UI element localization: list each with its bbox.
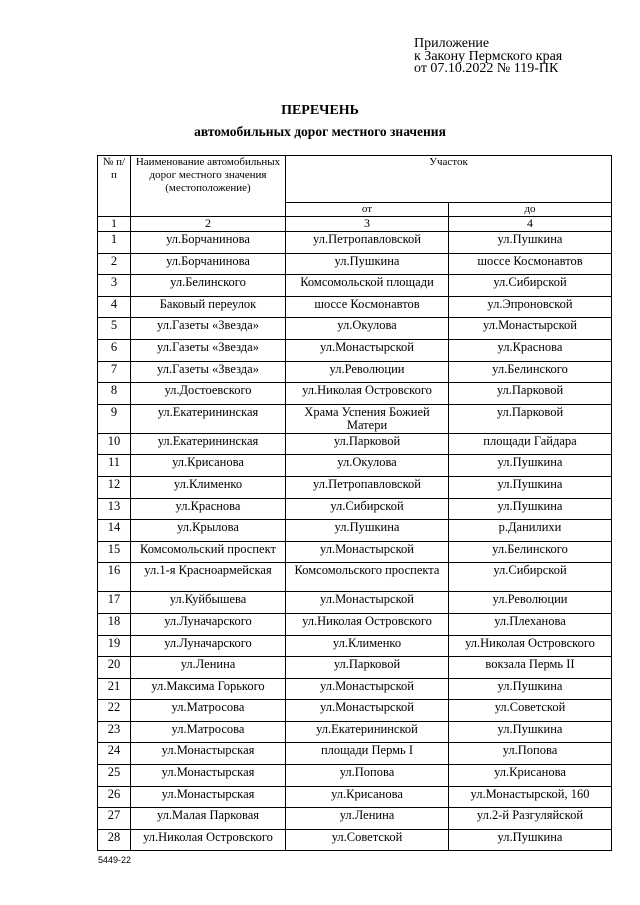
road-name: Баковый переулок xyxy=(131,296,286,318)
section-to: ул.Парковой xyxy=(449,383,612,405)
row-number: 15 xyxy=(98,541,131,563)
section-from: ул.Сибирской xyxy=(286,498,449,520)
header-num: № п/п xyxy=(98,156,131,217)
row-number: 1 xyxy=(98,232,131,254)
row-number: 24 xyxy=(98,743,131,765)
section-from: ул.Крисанова xyxy=(286,786,449,808)
section-to: ул.Монастырской, 160 xyxy=(449,786,612,808)
road-name: ул.Максима Горького xyxy=(131,678,286,700)
row-number: 16 xyxy=(98,563,131,592)
table-row xyxy=(98,657,612,679)
table-row xyxy=(98,563,612,592)
row-number: 12 xyxy=(98,476,131,498)
road-name: ул.Луначарского xyxy=(131,635,286,657)
section-to: ул.Пушкина xyxy=(449,721,612,743)
road-name: ул.Монастырская xyxy=(131,786,286,808)
section-to: ул.Сибирской xyxy=(449,563,612,592)
column-number-row xyxy=(98,217,612,232)
section-from: Храма Успения Божией Матери xyxy=(286,404,449,433)
row-number: 22 xyxy=(98,700,131,722)
road-name: ул.Монастырская xyxy=(131,765,286,787)
row-number: 17 xyxy=(98,592,131,614)
road-name: ул.Малая Парковая xyxy=(131,808,286,830)
section-from: ул.Екатерининской xyxy=(286,721,449,743)
road-name: ул.Матросова xyxy=(131,700,286,722)
table-row xyxy=(98,520,612,542)
table-row xyxy=(98,232,612,254)
table-body xyxy=(98,217,612,851)
appendix-line: Приложение xyxy=(414,36,490,51)
section-to: ул.Пушкина xyxy=(449,232,612,254)
road-name: ул.Екатерининская xyxy=(131,404,286,433)
table-row xyxy=(98,476,612,498)
section-to: площади Гайдара xyxy=(449,433,612,455)
table-row xyxy=(98,253,612,275)
table-row xyxy=(98,339,612,361)
section-to: ул.Монастырской xyxy=(449,318,612,340)
table-row xyxy=(98,404,612,433)
row-number: 5 xyxy=(98,318,131,340)
section-to: ул.Николая Островского xyxy=(449,635,612,657)
section-to: ул.Пушкина xyxy=(449,476,612,498)
section-from: ул.Клименко xyxy=(286,635,449,657)
section-from: ул.Николая Островского xyxy=(286,613,449,635)
section-from: ул.Революции xyxy=(286,361,449,383)
table-row xyxy=(98,455,612,477)
section-to: ул.Плеханова xyxy=(449,613,612,635)
table-row xyxy=(98,541,612,563)
section-to: ул.Попова xyxy=(449,743,612,765)
row-number: 27 xyxy=(98,808,131,830)
table-row xyxy=(98,433,612,455)
appendix-note xyxy=(414,38,562,76)
section-from: ул.Парковой xyxy=(286,657,449,679)
section-to: ул.Краснова xyxy=(449,339,612,361)
section-to: ул.Белинского xyxy=(449,541,612,563)
table-row xyxy=(98,498,612,520)
section-to: ул.Сибирской xyxy=(449,275,612,297)
header-from: от xyxy=(286,203,449,217)
section-to: ул.Белинского xyxy=(449,361,612,383)
row-number: 21 xyxy=(98,678,131,700)
row-number: 2 xyxy=(98,253,131,275)
road-name: ул.Ленина xyxy=(131,657,286,679)
table-row xyxy=(98,721,612,743)
row-number: 6 xyxy=(98,339,131,361)
section-from: ул.Парковой xyxy=(286,433,449,455)
road-name: ул.Крылова xyxy=(131,520,286,542)
road-name: ул.Борчанинова xyxy=(131,232,286,254)
row-number: 8 xyxy=(98,383,131,405)
section-to: р.Данилихи xyxy=(449,520,612,542)
column-number: 1 xyxy=(98,217,131,232)
road-name: ул.Газеты «Звезда» xyxy=(131,339,286,361)
table-row xyxy=(98,383,612,405)
section-to: ул.Эпроновской xyxy=(449,296,612,318)
section-from: ул.Пушкина xyxy=(286,253,449,275)
section-from: ул.Монастырской xyxy=(286,339,449,361)
row-number: 28 xyxy=(98,829,131,851)
footer-code: 5449-22 xyxy=(98,855,132,865)
section-to: ул.Пушкина xyxy=(449,829,612,851)
section-to: ул.Крисанова xyxy=(449,765,612,787)
road-name: ул.Газеты «Звезда» xyxy=(131,361,286,383)
row-number: 3 xyxy=(98,275,131,297)
row-number: 25 xyxy=(98,765,131,787)
section-to: вокзала Пермь II xyxy=(449,657,612,679)
column-number: 2 xyxy=(131,217,286,232)
road-name: ул.Достоевского xyxy=(131,383,286,405)
section-to: ул.Пушкина xyxy=(449,498,612,520)
table-row xyxy=(98,743,612,765)
section-from: ул.Пушкина xyxy=(286,520,449,542)
table-row xyxy=(98,361,612,383)
road-name: ул.Борчанинова xyxy=(131,253,286,275)
section-to: ул.Революции xyxy=(449,592,612,614)
section-to: ул.Пушкина xyxy=(449,678,612,700)
section-from: ул.Петропавловской xyxy=(286,476,449,498)
table-row xyxy=(98,786,612,808)
road-name: ул.Монастырская xyxy=(131,743,286,765)
row-number: 18 xyxy=(98,613,131,635)
section-from: ул.Окулова xyxy=(286,455,449,477)
road-name: ул.Белинского xyxy=(131,275,286,297)
table-row xyxy=(98,318,612,340)
road-name: ул.Газеты «Звезда» xyxy=(131,318,286,340)
header-name: Наименование автомобильных дорог местного значения (местоположение) xyxy=(131,156,286,217)
row-number: 14 xyxy=(98,520,131,542)
row-number: 23 xyxy=(98,721,131,743)
section-from: Комсомольского проспекта xyxy=(286,563,449,592)
row-number: 13 xyxy=(98,498,131,520)
section-from: ул.Советской xyxy=(286,829,449,851)
section-from: ул.Монастырской xyxy=(286,592,449,614)
document-title: ПЕРЕЧЕНЬ xyxy=(281,103,359,118)
section-from: ул.Николая Островского xyxy=(286,383,449,405)
roads-table xyxy=(97,155,612,851)
section-from: ул.Окулова xyxy=(286,318,449,340)
section-to: ул.2-й Разгуляйской xyxy=(449,808,612,830)
column-number: 4 xyxy=(449,217,612,232)
section-from: площади Пермь I xyxy=(286,743,449,765)
row-number: 19 xyxy=(98,635,131,657)
row-number: 20 xyxy=(98,657,131,679)
row-number: 7 xyxy=(98,361,131,383)
section-to: шоссе Космонавтов xyxy=(449,253,612,275)
section-from: ул.Монастырской xyxy=(286,541,449,563)
road-name: ул.1-я Красноармейская xyxy=(131,563,286,592)
table-row xyxy=(98,678,612,700)
row-number: 10 xyxy=(98,433,131,455)
header-section: Участок xyxy=(286,156,612,203)
section-from: Комсомольской площади xyxy=(286,275,449,297)
table-row xyxy=(98,296,612,318)
road-name: ул.Крисанова xyxy=(131,455,286,477)
table-row xyxy=(98,592,612,614)
appendix-line: от 07.10.2022 № 119-ПК xyxy=(414,61,559,76)
section-from: ул.Ленина xyxy=(286,808,449,830)
section-from: ул.Монастырской xyxy=(286,678,449,700)
document-subtitle: автомобильных дорог местного значения xyxy=(194,124,446,139)
column-number: 3 xyxy=(286,217,449,232)
table-row xyxy=(98,829,612,851)
appendix-line: к Закону Пермского края xyxy=(414,48,563,64)
header-to: до xyxy=(449,203,612,217)
road-name: ул.Клименко xyxy=(131,476,286,498)
section-from: ул.Попова xyxy=(286,765,449,787)
section-to: ул.Парковой xyxy=(449,404,612,433)
road-name: ул.Матросова xyxy=(131,721,286,743)
table-row xyxy=(98,275,612,297)
table-row xyxy=(98,765,612,787)
section-to: ул.Советской xyxy=(449,700,612,722)
row-number: 9 xyxy=(98,404,131,433)
row-number: 11 xyxy=(98,455,131,477)
road-name: ул.Екатерининская xyxy=(131,433,286,455)
table-row xyxy=(98,635,612,657)
row-number: 26 xyxy=(98,786,131,808)
road-name: ул.Краснова xyxy=(131,498,286,520)
section-from: ул.Монастырской xyxy=(286,700,449,722)
section-to: ул.Пушкина xyxy=(449,455,612,477)
road-name: ул.Куйбышева xyxy=(131,592,286,614)
table-row xyxy=(98,700,612,722)
table-row xyxy=(98,808,612,830)
road-name: ул.Николая Островского xyxy=(131,829,286,851)
section-from: ул.Петропавловской xyxy=(286,232,449,254)
row-number: 4 xyxy=(98,296,131,318)
road-name: Комсомольский проспект xyxy=(131,541,286,563)
road-name: ул.Луначарского xyxy=(131,613,286,635)
table-row xyxy=(98,613,612,635)
section-from: шоссе Космонавтов xyxy=(286,296,449,318)
